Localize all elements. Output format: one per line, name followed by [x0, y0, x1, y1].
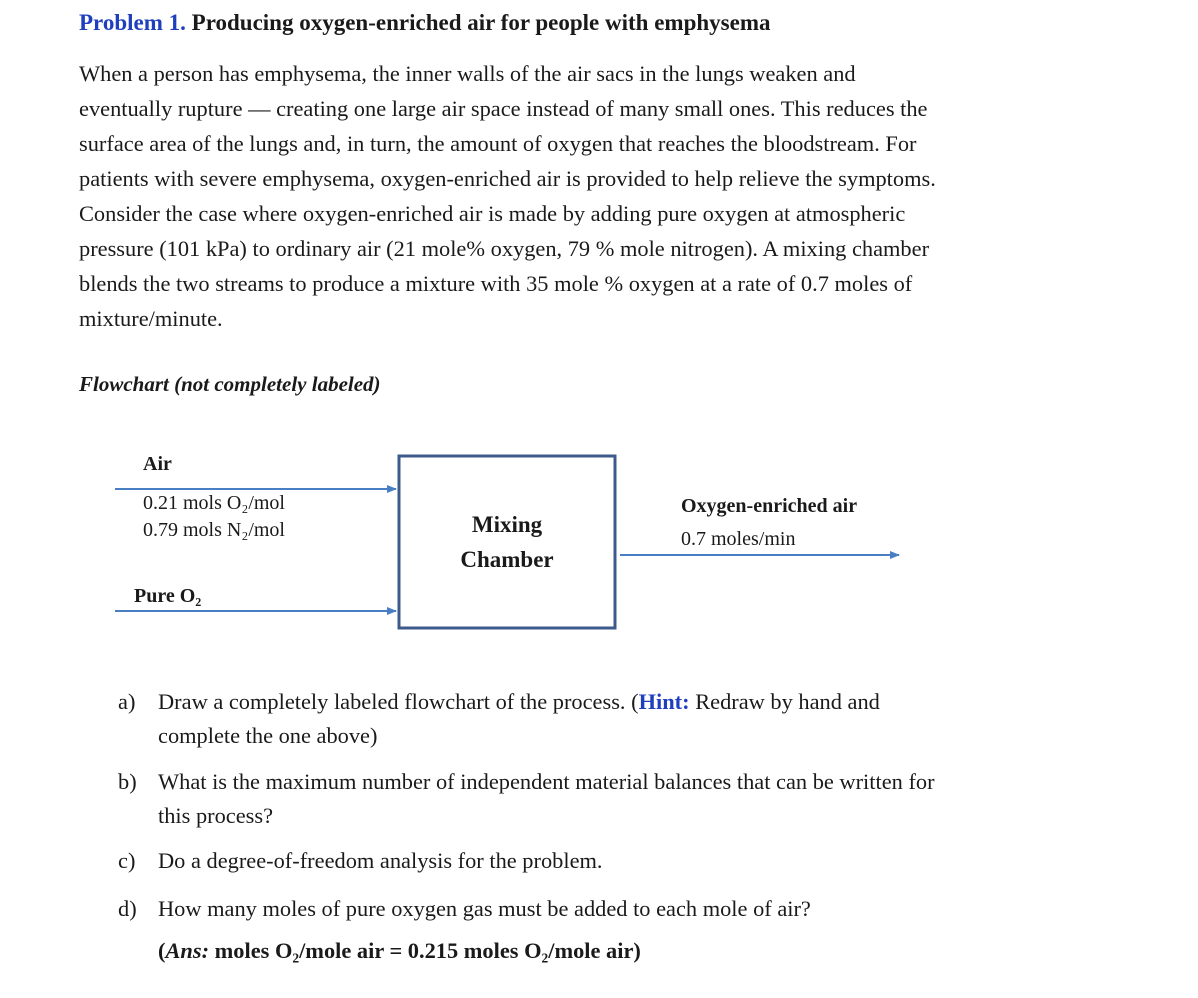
- description-line: mixture/minute.: [79, 306, 223, 331]
- mixing-chamber-box: [399, 456, 615, 628]
- answer-open-paren: (: [158, 938, 166, 963]
- chamber-label-line2: Chamber: [460, 547, 554, 572]
- description-line: surface area of the lungs and, in turn, the amount of oxygen that reaches the bloodstream. For: [79, 131, 917, 156]
- air-n2-fraction: 0.79 mols N₂/mol: [143, 519, 285, 541]
- flowchart-heading: Flowchart (not completely labeled): [79, 372, 381, 396]
- question-text: Draw a completely labeled flowchart of the process. (: [158, 689, 639, 714]
- description-line: patients with severe emphysema, oxygen-enriched air is provided to help relieve the symptoms.: [79, 166, 936, 191]
- answer-label: Ans:: [165, 938, 210, 963]
- question-letter: a): [118, 689, 136, 714]
- description-line: blends the two streams to produce a mixture with 35 mole % oxygen at a rate of 0.7 moles of: [79, 271, 913, 296]
- air-o2-fraction: 0.21 mols O₂/mol: [143, 492, 285, 514]
- description-line: Consider the case where oxygen-enriched air is made by adding pure oxygen at atmospheric: [79, 201, 906, 226]
- chamber-label-line1: Mixing: [471, 512, 543, 537]
- question-text: Do a degree-of-freedom analysis for the problem.: [158, 848, 603, 873]
- answer-text: moles O₂/mole air = 0.215 moles O₂/mole air): [209, 938, 641, 963]
- question-text: Redraw by hand and: [689, 689, 880, 714]
- description-line: pressure (101 kPa) to ordinary air (21 mole% oxygen, 79 % mole nitrogen). A mixing chamber: [79, 236, 930, 261]
- question-text: How many moles of pure oxygen gas must be added to each mole of air?: [158, 896, 811, 921]
- description-line: When a person has emphysema, the inner walls of the air sacs in the lungs weaken and: [79, 61, 856, 86]
- question-text: this process?: [158, 803, 274, 828]
- description-line: eventually rupture — creating one large air space instead of many small ones. This reduces the: [79, 96, 928, 121]
- pure-o2-label: Pure O₂: [134, 585, 202, 607]
- question-text: What is the maximum number of independent material balances that can be written for: [158, 769, 935, 794]
- hint-label: Hint:: [638, 689, 690, 714]
- problem-heading: Producing oxygen-enriched air for people with emphysema: [191, 10, 771, 35]
- question-letter: d): [118, 896, 137, 921]
- output-stream-label: Oxygen-enriched air: [681, 495, 858, 517]
- question-letter: c): [118, 848, 136, 873]
- problem-number: Problem 1.: [79, 10, 186, 35]
- output-stream-rate: 0.7 moles/min: [681, 528, 796, 550]
- answer-line: [158, 938, 641, 964]
- question-text: complete the one above): [158, 723, 378, 748]
- question-letter: b): [118, 769, 137, 794]
- air-label: Air: [143, 453, 172, 475]
